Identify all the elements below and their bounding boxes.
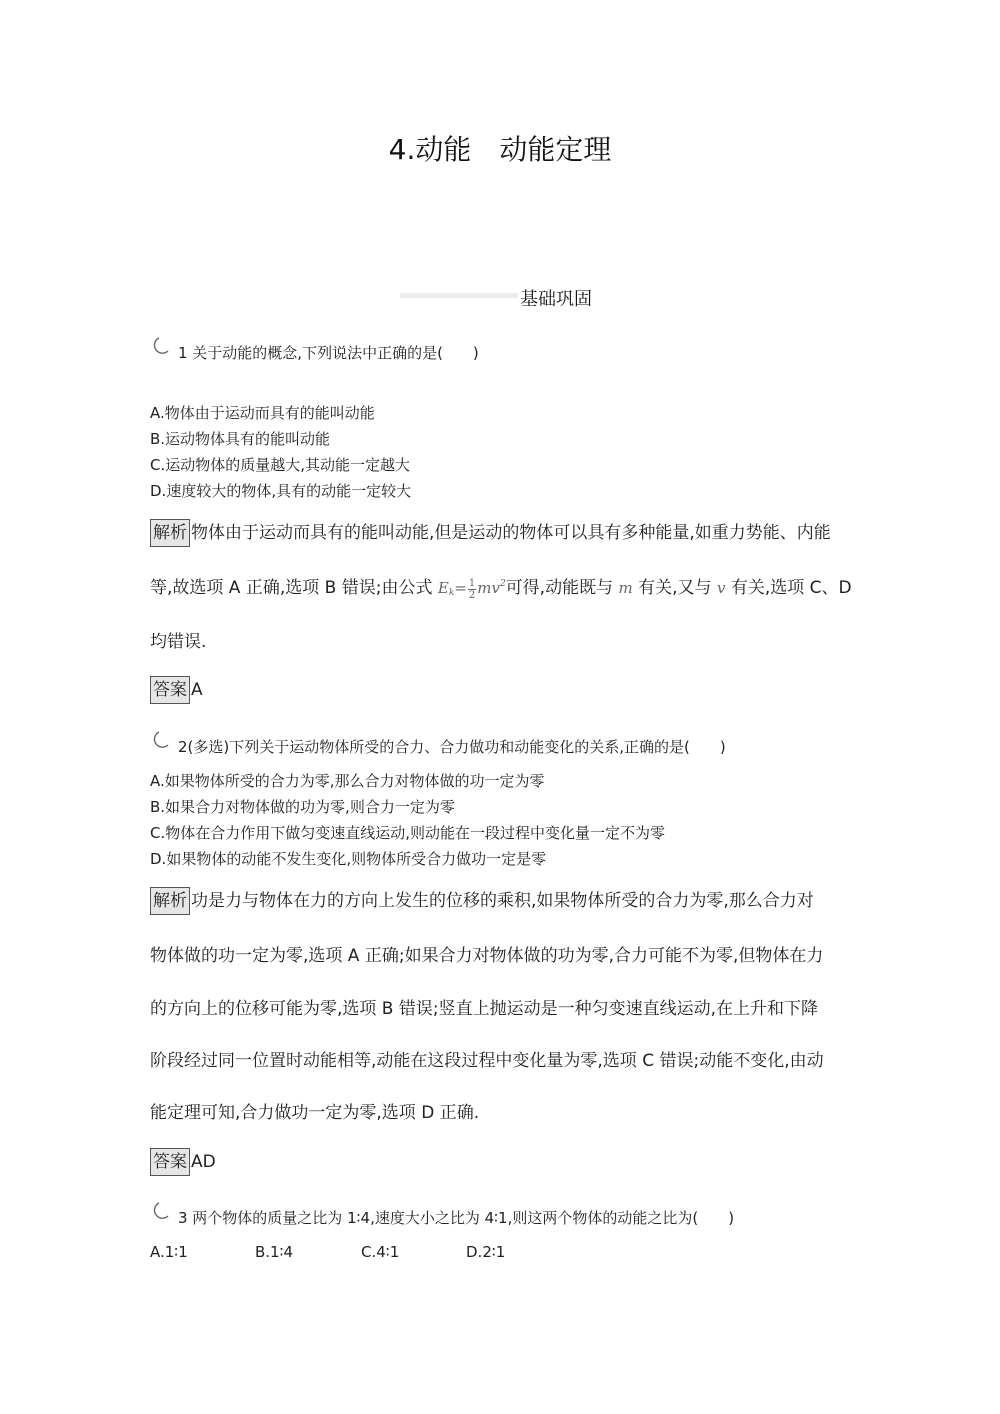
option-d: D.2∶1: [466, 1243, 506, 1261]
answer-tag: 答案: [150, 1148, 190, 1176]
question-3-stem: 3 两个物体的质量之比为 1∶4,速度大小之比为 4∶1,则这两个物体的动能之比为( ): [178, 1209, 735, 1227]
analysis-1-line-1: 解析 物体由于运动而具有的能叫动能,但是运动的物体可以具有多种能量,如重力势能、内能: [150, 518, 831, 547]
question-2-stem: 2(多选)下列关于运动物体所受的合力、合力做功和动能变化的关系,正确的是( ): [178, 738, 726, 756]
option-b: B.运动物体具有的能叫动能: [150, 430, 331, 448]
option-a: A.物体由于运动而具有的能叫动能: [150, 404, 375, 422]
option-c: C.物体在合力作用下做匀变速直线运动,则动能在一段过程中变化量一定不为零: [150, 824, 666, 842]
option-c: C.运动物体的质量越大,其动能一定越大: [150, 456, 411, 474]
question-1-stem: 1 关于动能的概念,下列说法中正确的是( ): [178, 344, 479, 362]
answer-1: [150, 676, 203, 704]
option-a: A.1∶1: [150, 1243, 188, 1261]
question-marker-icon: [150, 1201, 170, 1221]
option-b: B.如果合力对物体做的功为零,则合力一定为零: [150, 798, 455, 816]
question-marker-icon: [150, 336, 170, 356]
analysis-2-line-5: 能定理可知,合力做功一定为零,选项 D 正确.: [150, 1103, 480, 1123]
option-a: A.如果物体所受的合力为零,那么合力对物体做的功一定为零: [150, 772, 545, 790]
variable-v: v: [716, 579, 726, 597]
section-divider: [400, 293, 518, 298]
analysis-2-line-3: 的方向上的位移可能为零,选项 B 错误;竖直上抛运动是一种匀变速直线运动,在上升和下降: [150, 999, 819, 1019]
analysis-tag: 解析: [150, 887, 190, 915]
analysis-tag: 解析: [150, 519, 190, 547]
page-title: 4.动能 动能定理: [388, 133, 612, 166]
option-d: D.速度较大的物体,具有的动能一定较大: [150, 482, 412, 500]
question-3-options: [150, 1239, 505, 1265]
answer-tag: 答案: [150, 676, 190, 704]
section-title: 基础巩固: [520, 289, 592, 310]
option-b: B.1∶4: [255, 1243, 294, 1261]
question-1-options: [150, 400, 411, 504]
variable-m: m: [618, 579, 633, 597]
analysis-2-line-1: 解析 功是力与物体在力的方向上发生的位移的乘积,如果物体所受的合力为零,那么合力对: [150, 886, 814, 915]
question-2-options: [150, 768, 665, 872]
answer-2: [150, 1148, 216, 1176]
answer-value: AD: [191, 1152, 216, 1172]
option-d: D.如果物体的动能不发生变化,则物体所受合力做功一定是零: [150, 850, 547, 868]
analysis-2-line-4: 阶段经过同一位置时动能相等,动能在这段过程中变化量为零,选项 C 错误;动能不变化,由动: [150, 1051, 824, 1071]
kinetic-energy-formula: $E_k=$ $\frac{1}{2}$ $mv^2$: [437, 577, 506, 601]
question-marker-icon: [150, 730, 170, 750]
analysis-1-line-2: 等,故选项 A 正确,选项 B 错误;由公式 $E_k=$ $\frac{1}{2}$ $mv^2$可得,动能既与 m 有关,又与 v 有关,选项 C、D: [150, 577, 852, 601]
analysis-2-line-2: 物体做的功一定为零,选项 A 正确;如果合力对物体做的功为零,合力可能不为零,但物体在力: [150, 946, 824, 966]
analysis-1-line-3: 均错误.: [150, 632, 207, 652]
option-c: C.4∶1: [361, 1243, 400, 1261]
answer-value: A: [191, 680, 203, 700]
